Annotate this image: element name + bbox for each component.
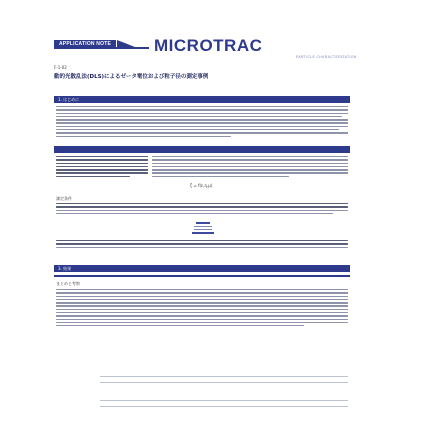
brand-logo: MICROTRAC [154,36,263,55]
footer-rule-1 [100,376,348,377]
section-label: 1. はじめに [58,97,80,102]
footer-rule-4 [100,406,348,407]
footer-rule-3 [100,400,348,401]
footer-rule-2 [100,382,348,383]
section-label: 3. 結果 [58,266,72,271]
method-column-left [56,156,148,179]
method-column-right [152,156,348,179]
header-underline-decoration [54,47,149,49]
intro-paragraph [56,106,348,139]
figure-schematic [192,222,216,236]
brand-tagline: PARTICLE CHARACTERIZATION [296,55,357,59]
sub-heading: 測定条件 [56,196,72,201]
document-title: 動的光散乱法(DLS)によるゼータ電位および粒子径の測定事例 [54,74,209,80]
application-note-badge: APPLICATION NOTE [54,40,116,49]
figure-description [56,240,348,250]
section-heading-1 [54,96,350,103]
equation: ζ = f(ε,η,μ) [190,183,213,188]
results-paragraph [56,289,348,328]
note-number: F-1-02 [54,65,67,70]
section-divider [54,275,350,277]
conclusion-heading: まとめと考察 [56,281,80,286]
conditions-paragraph [56,203,348,216]
section-heading-2 [54,146,350,153]
section-heading-3 [54,265,350,272]
